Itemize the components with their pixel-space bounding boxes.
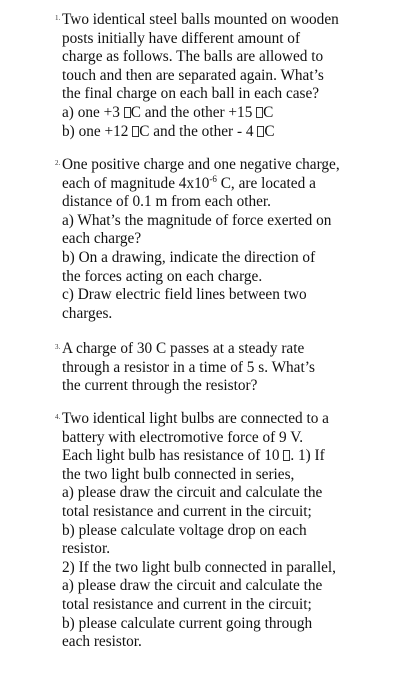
question-text-line: touch and then are separated again. What’s — [62, 66, 324, 84]
question-text-line: distance of 0.1 m from each other. — [62, 193, 271, 211]
question-3 — [55, 340, 407, 396]
question-number: 1. — [55, 14, 61, 22]
question-text-line: total resistance and current in the circuit; — [62, 595, 312, 613]
question-text-line-with-exponent — [62, 175, 407, 194]
question-text-line: the forces acting on each charge. — [62, 267, 263, 285]
question-text-line: a) What’s the magnitude of force exerted on — [62, 211, 332, 229]
part-text: C and the other +15 — [130, 103, 257, 121]
question-part-b — [62, 123, 407, 142]
part-text: b) one +12 — [62, 122, 133, 140]
text-fragment: Each light bulb has resistance of 10 — [62, 447, 284, 465]
question-text-line: c) Draw electric field lines between two — [62, 286, 307, 304]
question-text-line: Two identical steel balls mounted on wooden — [62, 11, 339, 28]
question-text-line: a) please draw the circuit and calculate the — [62, 577, 323, 595]
question-text-line: 2) If the two light bulb connected in parallel, — [62, 558, 336, 576]
question-text-line: each resistor. — [62, 633, 142, 651]
question-text-line: total resistance and current in the circuit; — [62, 502, 312, 520]
question-number: 3. — [55, 343, 61, 351]
part-text: C — [263, 103, 274, 121]
question-text-line: b) On a drawing, indicate the direction of — [62, 248, 316, 266]
part-text: a) one +3 — [62, 103, 124, 121]
question-text-line: charges. — [62, 304, 113, 322]
question-text-line: the current through the resistor? — [62, 377, 258, 395]
text-fragment: . 1) If — [290, 447, 325, 465]
exponent: -6 — [209, 173, 217, 184]
text-fragment: each of magnitude 4x10 — [62, 174, 210, 192]
question-number: 4. — [55, 413, 61, 421]
question-text-line: A charge of 30 C passes at a steady rate — [62, 340, 305, 357]
question-text-line: each charge? — [62, 230, 142, 248]
question-text-line: resistor. — [62, 540, 111, 558]
question-text-line: posts initially have different amount of — [62, 29, 301, 47]
question-text-line-with-box — [62, 447, 407, 466]
question-text-line: b) please calculate current going through — [62, 614, 313, 632]
question-part-a — [62, 104, 407, 123]
question-2 — [55, 156, 407, 323]
question-text-line: b) please calculate voltage drop on each — [62, 521, 307, 539]
question-text-line: the final charge on each ball in each case? — [62, 85, 320, 103]
question-text-line: battery with electromotive force of 9 V. — [62, 428, 304, 446]
question-text-line: Two identical light bulbs are connected to a — [62, 410, 329, 427]
question-text-line: the two light bulb connected in series, — [62, 465, 295, 483]
part-text: C — [264, 122, 275, 140]
question-text-line: charge as follows. The balls are allowed to — [62, 48, 324, 66]
question-4 — [55, 410, 407, 652]
question-1 — [55, 11, 407, 141]
question-text-line: One positive charge and one negative charge, — [62, 156, 340, 173]
missing-glyph-box-icon — [124, 107, 131, 118]
part-text: C and the other - 4 — [139, 122, 258, 140]
text-fragment: C, are located a — [216, 174, 316, 192]
question-text-line: through a resistor in a time of 5 s. What’s — [62, 358, 315, 376]
question-number: 2. — [55, 159, 61, 167]
question-text-line: a) please draw the circuit and calculate the — [62, 484, 323, 502]
